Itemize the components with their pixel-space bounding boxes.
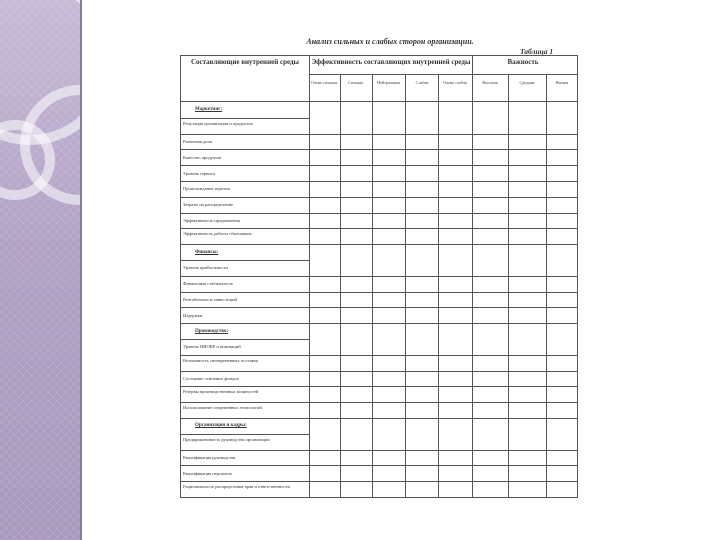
table-row-line xyxy=(181,323,577,324)
table-row-line xyxy=(181,118,309,119)
table-row-line xyxy=(181,307,577,308)
table-row-label: Качество продуктов xyxy=(183,154,222,160)
table-gridline xyxy=(372,74,373,497)
table-row-label: Использование современных технологий xyxy=(183,405,262,411)
table-row-line xyxy=(181,292,577,293)
table-row-line xyxy=(181,371,577,372)
header-importance: Важность xyxy=(507,58,539,66)
table-gridline xyxy=(340,74,341,497)
table-row-label: Уровень сервиса xyxy=(183,170,215,176)
table-row-line xyxy=(181,276,577,277)
table-row-line xyxy=(181,481,577,482)
table-row-line xyxy=(181,165,577,166)
table-row-label: Рыночная доля xyxy=(183,139,212,144)
table-gridline xyxy=(546,74,547,497)
table-row-line xyxy=(181,244,577,245)
table-row-line xyxy=(181,434,309,435)
section-heading: Финансы: xyxy=(195,249,219,255)
table-row-label: Затраты на распределение xyxy=(183,202,234,208)
table-row-line xyxy=(181,402,577,403)
section-heading: Производство: xyxy=(195,328,229,334)
subheader-neutral: Нейтральная xyxy=(376,80,401,85)
document-title: Анализ сильных и слабых сторон организации. xyxy=(306,37,474,46)
table-row-label: Квалификация руководства xyxy=(183,455,236,460)
analysis-table xyxy=(180,55,578,498)
table-row-line xyxy=(181,181,577,182)
table-row-label: Предприимчивость руководства организации xyxy=(183,436,270,442)
table-row-label: Происхождение изделия xyxy=(183,186,230,192)
table-row-label: Уровень прибыльности xyxy=(183,265,228,271)
table-row-label: Квалификация персонала xyxy=(183,470,232,476)
table-row-label: Уровень НИОКР и инноваций xyxy=(183,344,241,350)
table-row-line xyxy=(181,339,309,340)
table-row-line xyxy=(181,450,577,451)
table-row-label: Финансовая стабильность xyxy=(183,281,234,287)
subheader-low: Низкая xyxy=(555,80,569,85)
header-factor: Составляющие внутренней среды xyxy=(190,58,300,66)
subheader-very-weak: Очень слабая xyxy=(443,80,467,85)
table-row-line xyxy=(181,134,577,135)
table-gridline xyxy=(181,101,577,102)
table-gridline xyxy=(438,74,439,497)
table-row-label: Состояние основных фондов xyxy=(183,376,239,381)
table-gridline xyxy=(405,74,406,497)
table-row-label: Возможность своевременных поставок xyxy=(183,357,259,363)
table-row-line xyxy=(181,228,577,229)
table-row-line xyxy=(181,418,577,419)
section-heading: Маркетинг: xyxy=(195,107,223,113)
subheader-strong: Сильная xyxy=(347,80,364,85)
table-gridline xyxy=(508,74,509,497)
table-row-label: Резервы производственных мощностей xyxy=(183,389,259,395)
table-row-line xyxy=(181,355,577,356)
table-label: Таблица 1 xyxy=(520,47,554,56)
table-row-line xyxy=(181,197,577,198)
subheader-high: Высокая xyxy=(482,80,498,85)
table-row-line xyxy=(181,386,577,387)
section-heading: Организация и кадры: xyxy=(195,423,247,429)
table-row-label: Рациональность распределения прав и ответственности xyxy=(183,484,290,490)
table-row-line xyxy=(181,213,577,214)
subheader-medium: Средняя xyxy=(519,80,535,85)
subheader-very-strong: Очень сильная xyxy=(310,80,338,85)
table-row-label: Эффективность продвижения xyxy=(183,218,240,223)
decorative-sidebar xyxy=(0,0,80,540)
table-gridline xyxy=(309,74,577,75)
subheader-weak: Слабая xyxy=(415,80,429,85)
table-row-label: Эффективность работы сбытовиков xyxy=(183,231,252,237)
table-row-line xyxy=(181,260,309,261)
header-effectiveness: Эффективность составляющих внутренней среды xyxy=(311,58,471,66)
table-row-line xyxy=(181,149,577,150)
table-row-line xyxy=(181,465,577,466)
sidebar-divider xyxy=(80,0,82,540)
table-row-label: Рентабельность инвестиций xyxy=(183,297,237,302)
table-row-label: Издержки xyxy=(183,312,203,318)
table-row-label: Репутация организации и продуктов xyxy=(183,120,253,126)
